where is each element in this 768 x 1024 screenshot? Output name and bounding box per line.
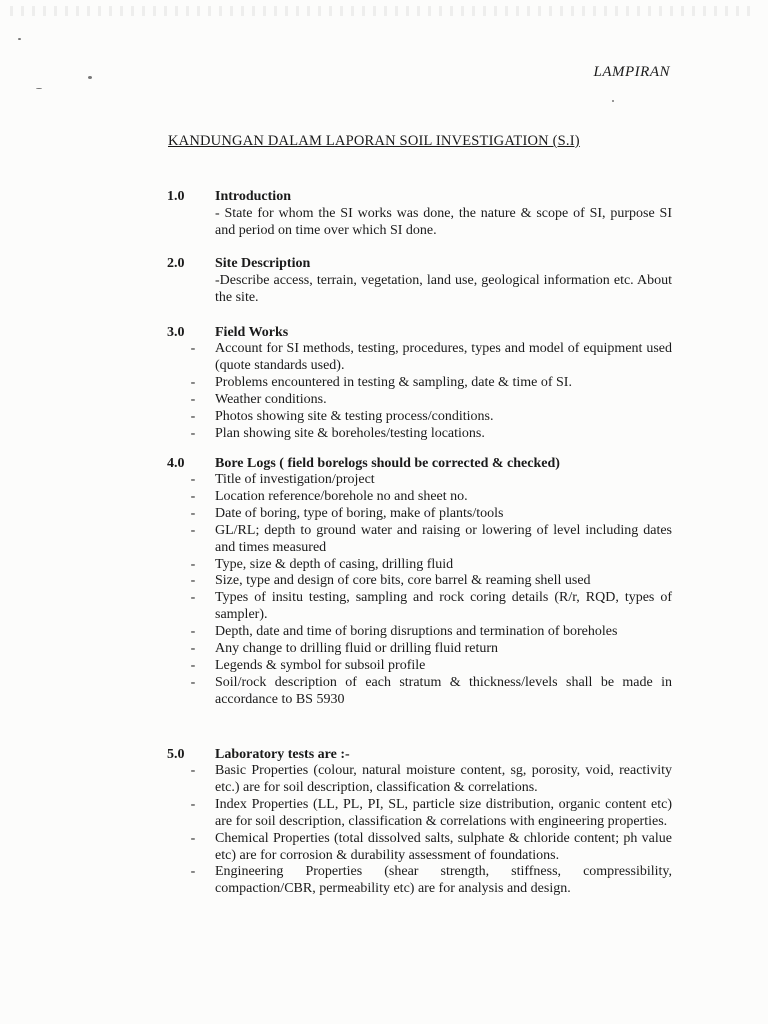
section-number: 3.0: [167, 325, 185, 340]
section-heading: [167, 188, 672, 205]
list-item: - Index Properties (LL, PL, PI, SL, particle size distribution, organic content etc) are for soil description, classification & correlations with engineering properties.: [190, 796, 672, 829]
section-title: Laboratory tests are :-: [215, 747, 350, 762]
scan-speck: [36, 88, 42, 89]
list-item: - Location reference/borehole no and sheet no.: [190, 488, 468, 504]
list-item: - Account for SI methods, testing, procedures, types and model of equipment used (quote standards used).: [190, 341, 672, 373]
section-text: -Describe access, terrain, vegetation, land use, geological information etc. About the site.: [215, 273, 672, 305]
scan-speck: [612, 100, 614, 102]
header-label: LAMPIRAN: [593, 64, 670, 80]
section-heading: [167, 455, 672, 472]
document-title: KANDUNGAN DALAM LAPORAN SOIL INVESTIGATION (S.I): [168, 133, 580, 149]
list-item: - Chemical Properties (total dissolved salts, sulphate & chloride content; ph value etc) are for corrosion & durability assessment of foundations.: [190, 830, 672, 863]
section-introduction: [167, 188, 672, 239]
list-item: - Legends & symbol for subsoil profile: [190, 657, 426, 673]
section-heading: [167, 255, 672, 272]
scan-speck: [18, 38, 21, 40]
list-item: - Title of investigation/project: [190, 472, 375, 487]
section-title: Introduction: [215, 189, 291, 204]
section-title: Field Works: [215, 325, 289, 340]
scan-speck: [88, 76, 92, 79]
section-heading: [167, 324, 672, 341]
list-item: - Photos showing site & testing process/conditions.: [190, 408, 494, 424]
section-title: Bore Logs ( field borelogs should be corrected & checked): [215, 456, 560, 471]
list-item: - Basic Properties (colour, natural moisture content, sg, porosity, void, reactivity etc.) are for soil description, classification & correlations.: [190, 763, 672, 795]
item-list: [167, 472, 672, 709]
section-bore-logs: [167, 455, 672, 709]
section-field-works: [167, 324, 672, 442]
list-item: - Type, size & depth of casing, drilling fluid: [190, 556, 454, 572]
item-list: [167, 341, 672, 442]
section-number: 4.0: [167, 456, 185, 471]
section-number: 1.0: [167, 189, 185, 204]
list-item: - Date of boring, type of boring, make of plants/tools: [190, 505, 504, 521]
section-laboratory-tests: [167, 746, 672, 898]
list-item: - GL/RL; depth to ground water and raising or lowering of level including dates and times measured: [190, 522, 672, 555]
section-heading: [167, 746, 672, 763]
item-list: [167, 763, 672, 898]
list-item: - Depth, date and time of boring disruptions and termination of boreholes: [190, 624, 618, 640]
list-item: - Size, type and design of core bits, core barrel & reaming shell used: [190, 573, 591, 589]
list-item: - Soil/rock description of each stratum & thickness/levels shall be made in accordance to BS 5930: [190, 674, 672, 707]
scan-noise: [10, 6, 758, 16]
list-item: - Types of insitu testing, sampling and rock coring details (R/r, RQD, types of sampler).: [190, 590, 672, 623]
list-item: - Plan showing site & boreholes/testing locations.: [190, 425, 485, 441]
list-item: - Any change to drilling fluid or drilling fluid return: [190, 641, 499, 657]
list-item: - Problems encountered in testing & sampling, date & time of SI.: [190, 374, 572, 390]
section-number: 5.0: [167, 747, 185, 762]
section-text: - State for whom the SI works was done, the nature & scope of SI, purpose SI and period on time over which SI done.: [215, 206, 672, 238]
list-item: - Weather conditions.: [190, 391, 327, 407]
section-number: 2.0: [167, 256, 185, 271]
section-title: Site Description: [215, 256, 311, 271]
list-item: - Engineering Properties (shear strength, stiffness, compressibility, compaction/CBR, permeability etc) are for analysis and design.: [190, 864, 672, 897]
section-site-description: [167, 255, 672, 306]
